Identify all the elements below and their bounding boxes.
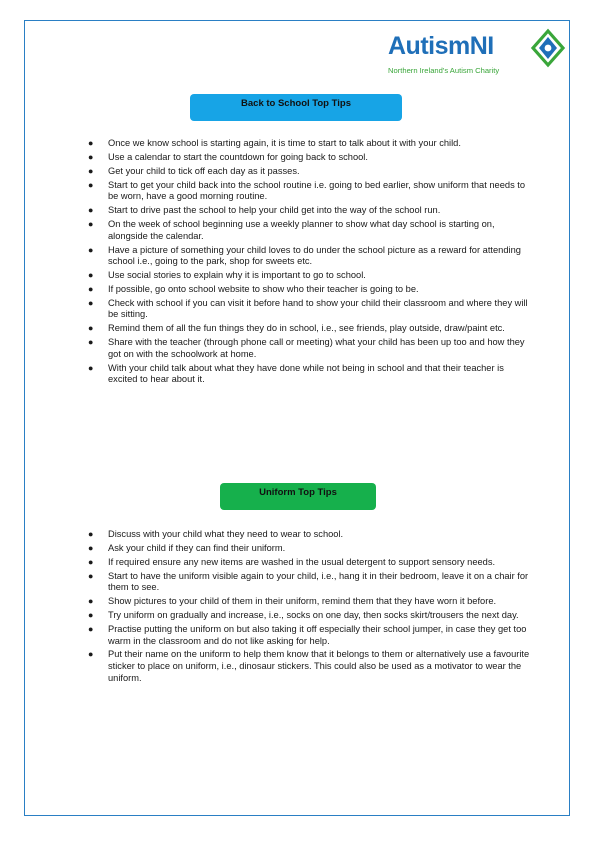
bullet-icon: ●: [88, 362, 94, 373]
bullet-icon: ●: [88, 323, 94, 334]
uniform-tip-item: [70, 557, 530, 569]
school-tip-item: [70, 180, 530, 203]
school-tip-item: [70, 205, 530, 217]
logo-wordmark: [388, 32, 494, 60]
school-tip-text: Start to drive past the school to help your child get into the way of the school run.: [108, 205, 441, 216]
uniform-tip-text: If required ensure any new items are washed in the usual detergent to support sensory needs.: [108, 556, 496, 567]
uniform-tip-text: Show pictures to your child of them in their uniform, remind them that they have worn it before.: [108, 596, 497, 607]
school-tip-item: [70, 245, 530, 268]
school-tip-text: Use social stories to explain why it is important to go to school.: [108, 270, 366, 281]
bullet-icon: ●: [88, 151, 94, 162]
bullet-icon: ●: [88, 556, 94, 567]
school-tips-banner: Back to School Top Tips: [190, 94, 402, 121]
autism-ni-logo: [388, 28, 568, 80]
bullet-icon: ●: [88, 270, 94, 281]
school-tip-item: [70, 323, 530, 335]
school-tip-item: [70, 284, 530, 296]
bullet-icon: ●: [88, 219, 94, 230]
uniform-tip-item: [70, 529, 530, 541]
school-tip-text: With your child talk about what they have done while not being in school and that their teacher is excited to hear about it.: [108, 362, 504, 385]
bullet-icon: ●: [88, 337, 94, 348]
school-tip-item: [70, 270, 530, 282]
school-tip-text: Share with the teacher (through phone call or meeting) what your child has been up too and how they got on with the schoolwork at home.: [108, 337, 525, 359]
school-tip-item: [70, 298, 530, 321]
bullet-icon: ●: [88, 138, 94, 148]
logo-tagline: Northern Ireland's Autism Charity: [388, 66, 500, 75]
uniform-tips-banner: Uniform Top Tips: [220, 483, 376, 510]
school-tip-text: Remind them of all the fun things they do in school, i.e., see friends, play outside, draw/paint etc.: [108, 323, 505, 334]
logo-word-ni: NI: [469, 32, 494, 60]
school-tip-item: [70, 363, 530, 386]
bullet-icon: ●: [88, 529, 94, 539]
uniform-tip-item: [70, 571, 530, 594]
uniform-tip-item: [70, 610, 530, 622]
school-tip-text: Start to get your child back into the school routine i.e. going to bed earlier, show uniform that needs to be worn, have a good morning routine.: [108, 179, 526, 202]
school-tip-text: Check with school if you can visit it before hand to show your child their classroom and where they will be sitting.: [108, 297, 528, 320]
bullet-icon: ●: [88, 297, 94, 308]
school-tip-text: Get your child to tick off each day as it passes.: [108, 165, 300, 176]
school-tip-item: [70, 166, 530, 178]
school-tips-list: [70, 138, 530, 388]
school-tip-text: Have a picture of something your child loves to do under the school picture as a reward for attending school i.e., going to the park, shop for sweets etc.: [108, 244, 521, 267]
bullet-icon: ●: [88, 649, 94, 660]
bullet-icon: ●: [88, 570, 94, 581]
school-tip-item: [70, 152, 530, 164]
bullet-icon: ●: [88, 610, 94, 621]
bullet-icon: ●: [88, 596, 94, 607]
school-tip-item: [70, 337, 530, 360]
bullet-icon: ●: [88, 165, 94, 176]
school-tip-item: [70, 138, 530, 150]
school-tip-text: If possible, go onto school website to show who their teacher is going to be.: [108, 283, 419, 294]
school-tip-item: [70, 219, 530, 242]
uniform-tip-item: [70, 649, 530, 684]
bullet-icon: ●: [88, 244, 94, 255]
bullet-icon: ●: [88, 179, 94, 190]
uniform-tip-text: Discuss with your child what they need to wear to school.: [108, 529, 344, 539]
bullet-icon: ●: [88, 623, 94, 634]
uniform-tip-item: [70, 596, 530, 608]
uniform-tip-text: Put their name on the uniform to help them know that it belongs to them or alternatively use a favourite sticker to place on uniform, i.e., dinosaur stickers. This could also be used as a motivator to wear the uniform.: [108, 649, 530, 683]
uniform-tip-item: [70, 624, 530, 647]
bullet-icon: ●: [88, 542, 94, 553]
autism-ni-diamond-icon: [530, 28, 566, 68]
school-tip-text: Once we know school is starting again, it is time to start to talk about it with your child.: [108, 138, 461, 148]
uniform-tip-text: Practise putting the uniform on but also taking it off especially their school jumper, in case they get too warm in the classroom and do not like asking for help.: [108, 623, 527, 646]
uniform-tip-text: Start to have the uniform visible again to your child, i.e., hang it in their bedroom, leave it on a chair for them to see.: [108, 570, 529, 593]
logo-word-autism: Autism: [388, 32, 470, 60]
bullet-icon: ●: [88, 283, 94, 294]
school-tip-text: On the week of school beginning use a weekly planner to show what day school is starting on, alongside the calendar.: [108, 219, 495, 241]
school-tip-text: Use a calendar to start the countdown for going back to school.: [108, 151, 368, 162]
uniform-tip-text: Ask your child if they can find their uniform.: [108, 542, 286, 553]
uniform-tip-item: [70, 543, 530, 555]
bullet-icon: ●: [88, 205, 94, 216]
uniform-tips-list: [70, 529, 530, 687]
uniform-tip-text: Try uniform on gradually and increase, i.e., socks on one day, then socks skirt/trousers the next day.: [108, 610, 519, 621]
